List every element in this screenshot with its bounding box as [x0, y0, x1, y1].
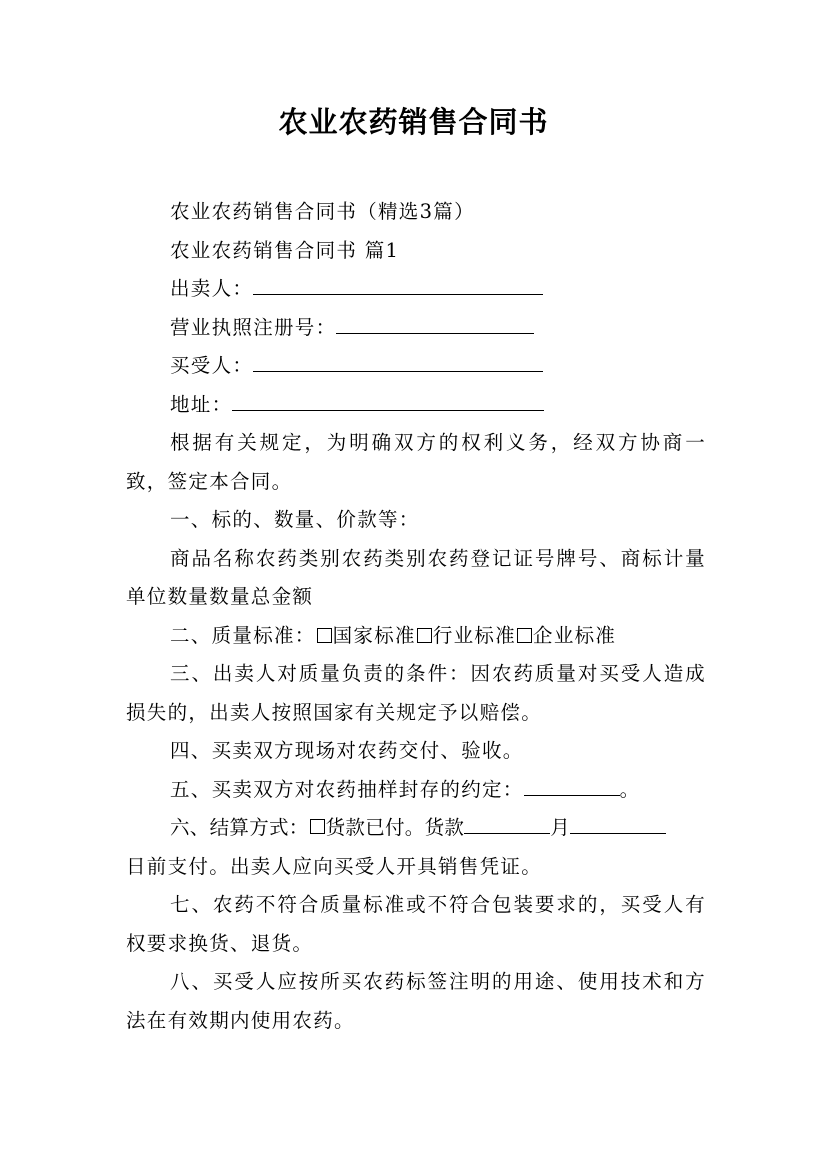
license-blank [336, 313, 534, 334]
clause-1-body: 商品名称农药类别农药类别农药登记证号牌号、商标计量单位数量数量总金额 [126, 546, 706, 608]
option-national-standard: 国家标准 [332, 623, 416, 647]
clause-6-prefix: 六、结算方式： [170, 816, 309, 839]
seller-field [126, 270, 706, 309]
clause-5-blank [524, 775, 620, 796]
checkbox-national-standard [317, 628, 332, 643]
clause-6-option: 货款已付。货款 [325, 816, 465, 839]
address-field [126, 386, 706, 425]
license-label: 营业执照注册号： [170, 315, 337, 339]
clause-2-prefix: 二、质量标准： [170, 623, 316, 647]
clause-6-line-1 [126, 809, 706, 848]
section-heading: 农业农药销售合同书 篇1 [170, 238, 400, 262]
buyer-label: 买受人： [170, 354, 254, 377]
clause-6-blank-amount [464, 813, 550, 834]
seller-blank [253, 274, 543, 295]
checkbox-paid [310, 819, 325, 834]
checkbox-industry-standard [417, 628, 432, 643]
checkbox-enterprise-standard [517, 628, 532, 643]
clause-1-heading: 一、标的、数量、价款等： [170, 508, 420, 531]
clause-8: 八、买受人应按所买农药标签注明的用途、使用技术和方法在有效期内使用农药。 [126, 970, 706, 1032]
address-label: 地址： [170, 392, 233, 416]
clause-3: 三、出卖人对质量负责的条件：因农药质量对买受人造成损失的，出卖人按照国家有关规定予以赔偿。 [126, 662, 706, 724]
buyer-blank [253, 351, 543, 372]
seller-label: 出卖人： [170, 277, 254, 300]
clause-7: 七、农药不符合质量标准或不符合包装要求的，买受人有权要求换货、退货。 [126, 893, 706, 955]
clause-6-line-2: 日前支付。出卖人应向买受人开具销售凭证。 [126, 854, 543, 878]
address-blank [232, 390, 544, 411]
clause-4: 四、买卖双方现场对农药交付、验收。 [170, 739, 524, 762]
clause-6-month: 月 [550, 816, 571, 839]
subtitle: 农业农药销售合同书（精选3篇） [170, 200, 475, 223]
clause-2 [126, 617, 706, 656]
option-industry-standard: 行业标准 [432, 623, 517, 647]
document-title: 农业农药销售合同书 [278, 105, 549, 139]
intro-paragraph: 根据有关规定，为明确双方的权利义务，经双方协商一致，签定本合同。 [126, 431, 706, 493]
license-field [126, 309, 706, 348]
clause-5 [126, 771, 706, 810]
buyer-field [126, 347, 706, 386]
clause-5-prefix: 五、买卖双方对农药抽样封存的约定： [170, 777, 524, 801]
option-enterprise-standard: 企业标准 [533, 623, 617, 647]
document-body [126, 193, 706, 1040]
clause-6-blank-day [570, 813, 666, 834]
clause-5-suffix: 。 [619, 777, 641, 801]
